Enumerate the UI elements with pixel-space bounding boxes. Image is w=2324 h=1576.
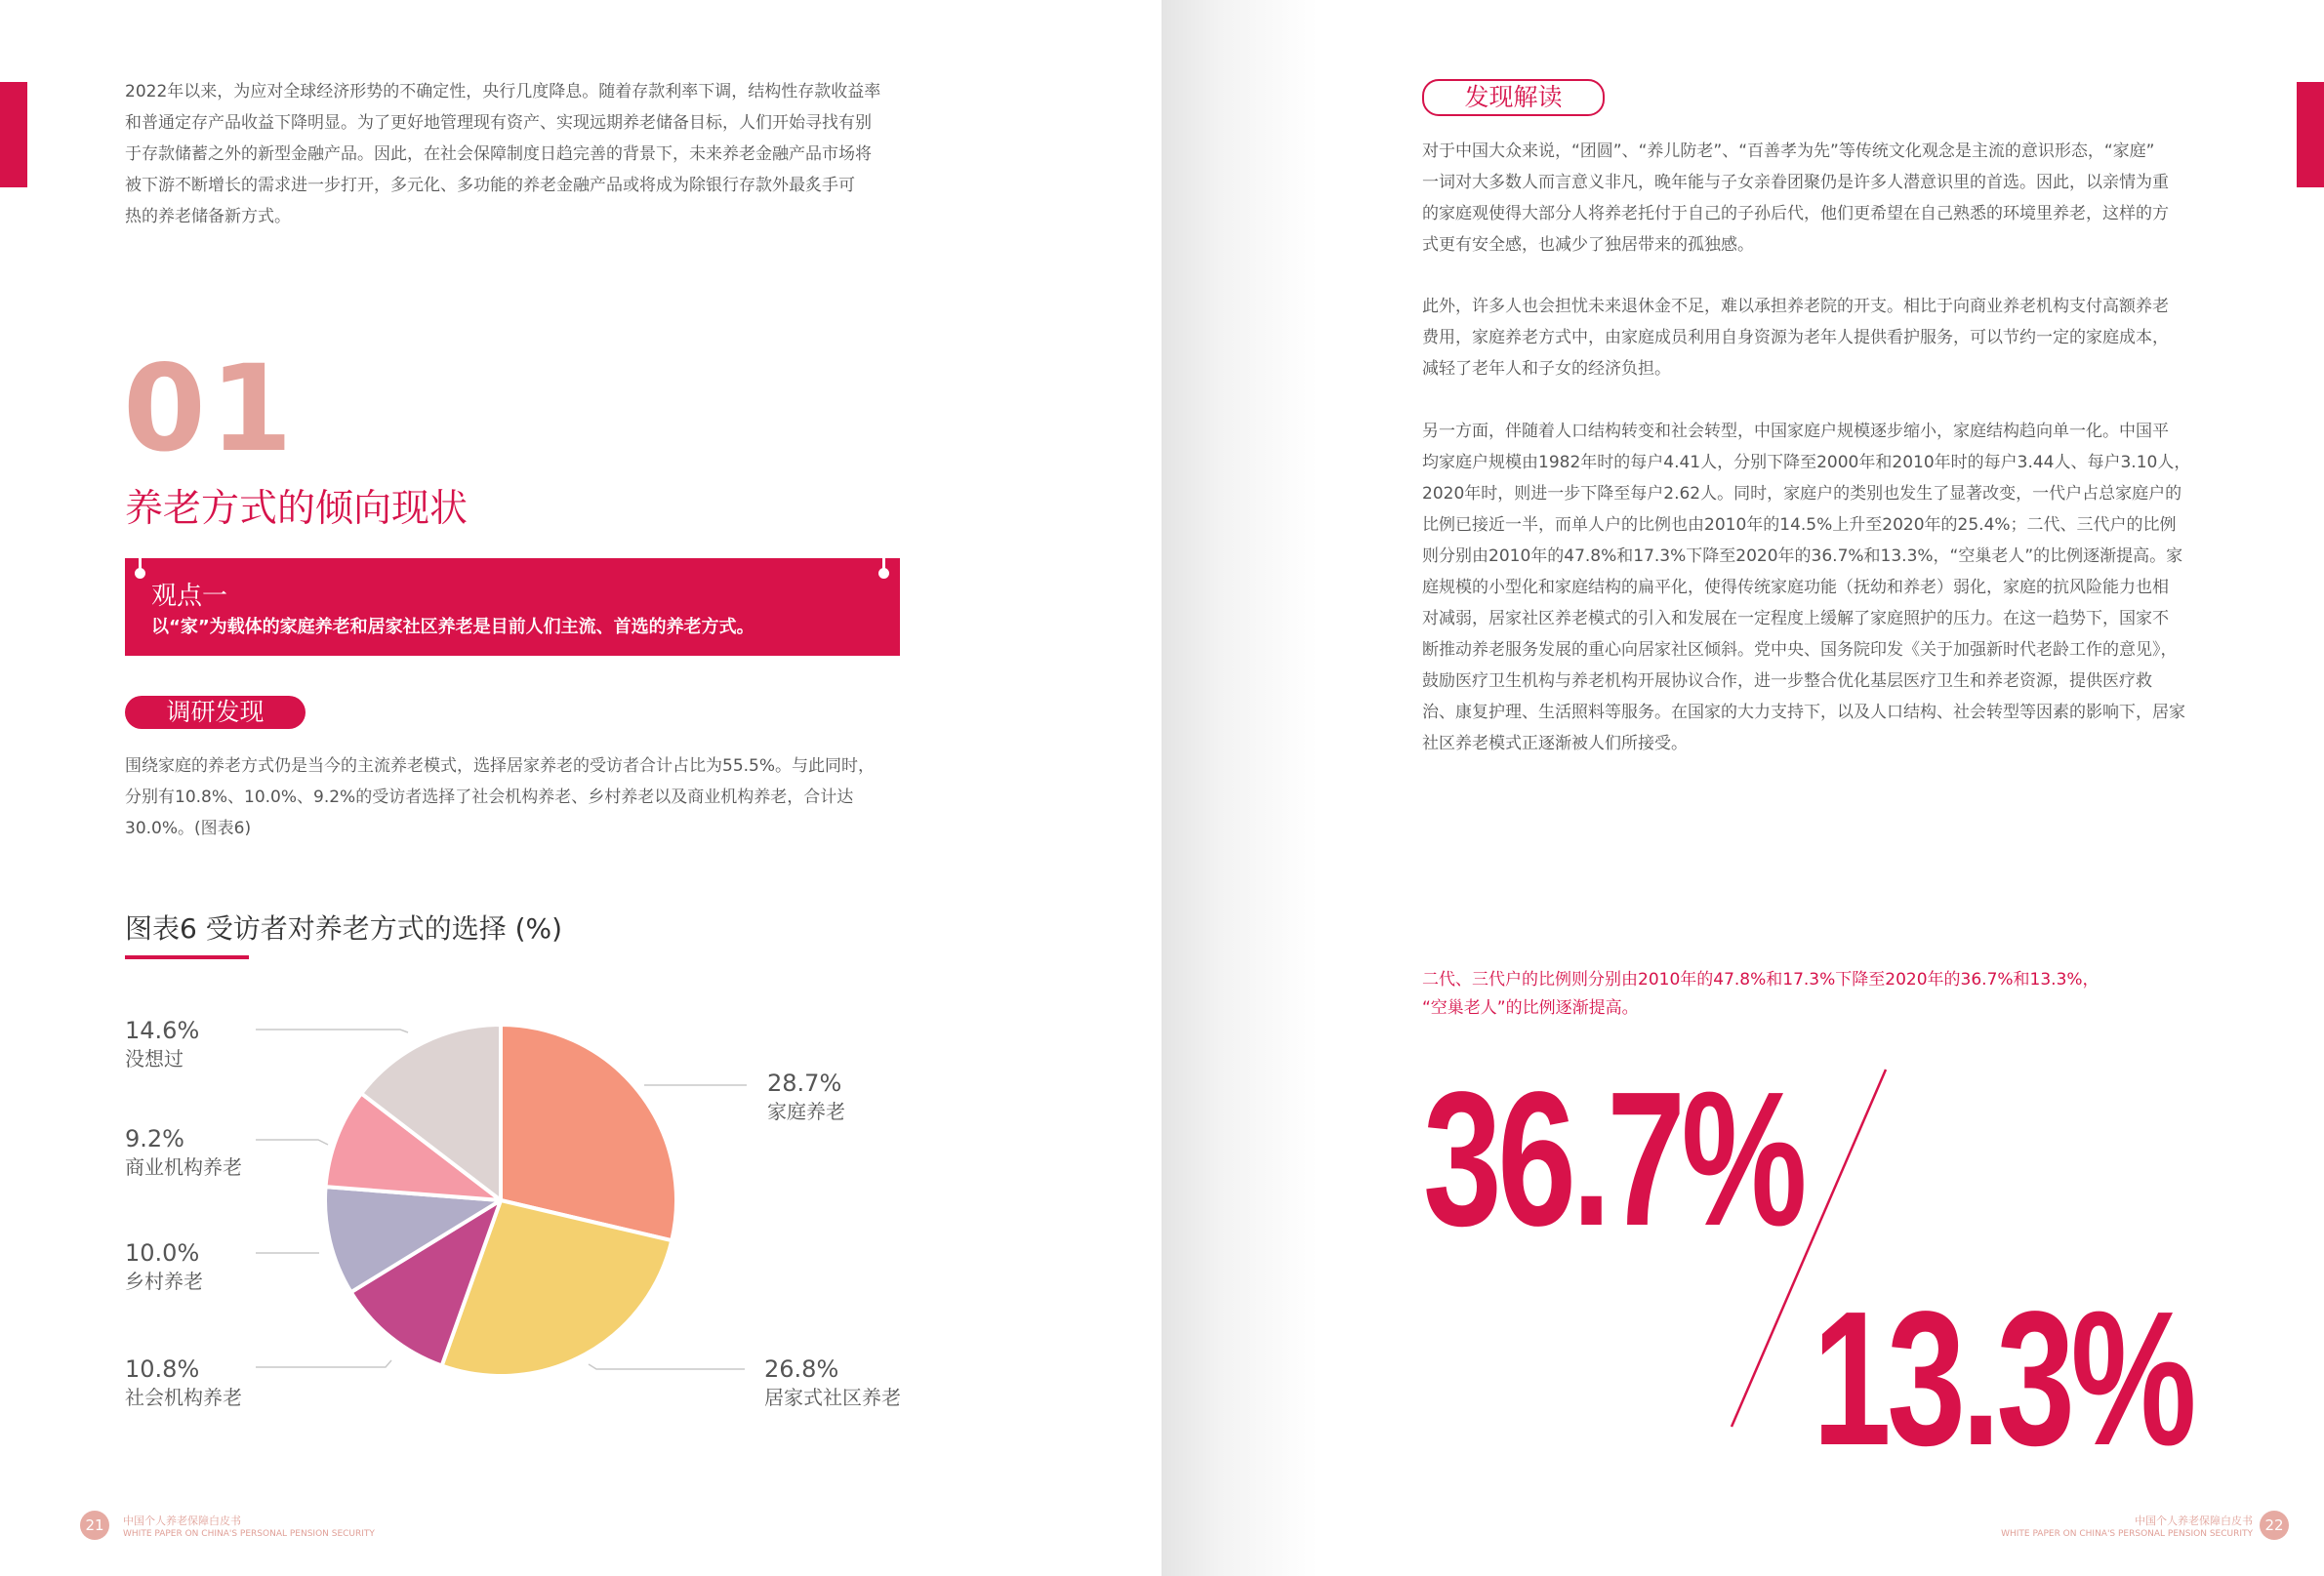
text-line: 比例已接近一半，而单人户的比例也由2010年的14.5%上升至2020年的25.4%；二代、三代户的比例: [1422, 515, 2177, 535]
text-line: 社区养老模式正逐渐被人们所接受。: [1422, 734, 1688, 753]
stat-caption: [1422, 966, 2100, 1023]
text-line: 2020年时，则进一步下降至每户2.62人。同时，家庭户的类别也发生了显著改变，一代户占总家庭户的: [1422, 484, 2182, 504]
findings-label: 调研发现: [125, 696, 306, 729]
page-edge-tab: [0, 82, 27, 187]
slice-name: 没想过: [125, 1047, 183, 1071]
text-line: 式更有安全感，也减少了独居带来的孤独感。: [1422, 235, 1754, 255]
page-edge-tab: [2297, 82, 2324, 187]
slice-value: 10.8%: [125, 1355, 200, 1383]
text-line: 费用，家庭养老方式中，由家庭成员利用自身资源为老年人提供看护服务，可以节约一定的家庭成本，: [1422, 328, 2169, 347]
pin-icon: [882, 554, 885, 572]
text-line: 被下游不断增长的需求进一步打开，多元化、多功能的养老金融产品或将成为除银行存款外最炙手可: [125, 176, 855, 195]
footer-title-cn: 中国个人养老保障白皮书: [2135, 1515, 2253, 1527]
page-number: 22: [2260, 1511, 2289, 1540]
text-line: 一词对大多数人而言意义非凡，晚年能与子女亲眷团聚仍是许多人潜意识里的首选。因此，以亲情为重: [1422, 173, 2169, 192]
slice-value: 9.2%: [125, 1125, 184, 1152]
interpret-paragraph-2: [1422, 291, 2169, 384]
slice-name: 商业机构养老: [125, 1155, 242, 1179]
findings-paragraph: [125, 750, 875, 844]
stat-36-7: 36.7%: [1423, 1052, 1804, 1266]
pie-label-never-thought: [125, 1016, 199, 1072]
pie-label-family: [767, 1069, 845, 1125]
slice-value: 10.0%: [125, 1239, 200, 1267]
leader-line: [256, 1030, 408, 1032]
chart-title-underline: [125, 955, 249, 959]
right-page: [1162, 0, 2324, 1576]
text-line: 断推动养老服务发展的重心向居家社区倾斜。党中央、国务院印发《关于加强新时代老龄工作的意见》，: [1422, 640, 2178, 660]
text-line: 此外，许多人也会担忧未来退休金不足，难以承担养老院的开支。相比于向商业养老机构支付高额养老: [1422, 297, 2169, 316]
text-line: 分别有10.8%、10.0%、9.2%的受访者选择了社会机构养老、乡村养老以及商业机构养老，合计达: [125, 788, 854, 807]
text-line: 于存款储蓄之外的新型金融产品。因此，在社会保障制度日趋完善的背景下，未来养老金融产品市场将: [125, 144, 872, 164]
text-line: 均家庭户规模由1982年时的每户4.41人，分别下降至2000年和2010年时的每户3.44人、每户3.10人，: [1422, 453, 2191, 472]
leader-line: [589, 1364, 745, 1369]
interpret-paragraph-3: [1422, 416, 2190, 759]
text-line: 热的养老储备新方式。: [125, 207, 291, 226]
stat-13-3: 13.3%: [1813, 1272, 2193, 1485]
text-line: 30.0%。(图表6): [125, 819, 252, 838]
leader-line: [256, 1360, 391, 1367]
slice-name: 家庭养老: [767, 1100, 845, 1123]
pin-icon: [139, 554, 142, 572]
slice-value: 28.7%: [767, 1070, 842, 1097]
page-number: 21: [80, 1511, 109, 1540]
text-line: 则分别由2010年的47.8%和17.3%下降至2020年的36.7%和13.3%，“空巢老人”的比例逐渐提高。家: [1422, 546, 2183, 566]
pie-label-community: [764, 1354, 901, 1411]
text-line: 2022年以来，为应对全球经济形势的不确定性，央行几度降息。随着存款利率下调，结构性存款收益率: [125, 82, 881, 101]
viewpoint-text: 以“家”为载体的家庭养老和居家社区养老是目前人们主流、首选的养老方式。: [151, 617, 754, 637]
pie-label-commercial: [125, 1124, 242, 1181]
slice-value: 14.6%: [125, 1017, 200, 1044]
interpret-paragraph-1: [1422, 136, 2169, 261]
slice-name: 居家式社区养老: [764, 1386, 901, 1409]
chart-title: 图表6 受访者对养老方式的选择 (%): [125, 912, 563, 945]
section-number: 01: [123, 340, 297, 478]
footer-title-en: WHITE PAPER ON CHINA'S PERSONAL PENSION SECURITY: [2001, 1529, 2253, 1539]
pie-label-social-institution: [125, 1354, 242, 1411]
footer-title-cn: 中国个人养老保障白皮书: [123, 1515, 241, 1527]
text-line: 庭规模的小型化和家庭结构的扁平化，使得传统家庭功能（抚幼和养老）弱化，家庭的抗风险能力也相: [1422, 578, 2169, 597]
interpret-label: 发现解读: [1422, 79, 1605, 116]
text-line: “空巢老人”的比例逐渐提高。: [1422, 998, 1639, 1018]
slice-name: 社会机构养老: [125, 1386, 242, 1409]
text-line: 对减弱，居家社区养老模式的引入和发展在一定程度上缓解了家庭照护的压力。在这一趋势下，国家不: [1422, 609, 2169, 628]
pie-label-rural: [125, 1238, 203, 1295]
text-line: 二代、三代户的比例则分别由2010年的47.8%和17.3%下降至2020年的36.7%和13.3%，: [1422, 970, 2100, 990]
text-line: 减轻了老年人和子女的经济负担。: [1422, 359, 1671, 379]
text-line: 和普通定存产品收益下降明显。为了更好地管理现有资产、实现远期养老储备目标，人们开始寻找有别: [125, 113, 872, 133]
viewpoint-box: [125, 558, 900, 656]
section-title: 养老方式的倾向现状: [125, 487, 469, 531]
viewpoint-title: 观点一: [151, 582, 228, 611]
text-line: 鼓励医疗卫生机构与养老机构开展协议合作，进一步整合优化基层医疗卫生和养老资源，提供医疗救: [1422, 671, 2152, 691]
text-line: 的家庭观使得大部分人将养老托付于自己的子孙后代，他们更希望在自己熟悉的环境里养老，这样的方: [1422, 204, 2169, 223]
text-line: 对于中国大众来说，“团圆”、“养儿防老”、“百善孝为先”等传统文化观念是主流的意识形态，“家庭”: [1422, 141, 2155, 161]
text-line: 围绕家庭的养老方式仍是当今的主流养老模式，选择居家养老的受访者合计占比为55.5%。与此同时，: [125, 756, 876, 776]
text-line: 另一方面，伴随着人口结构转变和社会转型，中国家庭户规模逐步缩小，家庭结构趋向单一化。中国平: [1422, 422, 2169, 441]
intro-paragraph: [125, 76, 880, 232]
slice-name: 乡村养老: [125, 1270, 203, 1293]
footer-title-en: WHITE PAPER ON CHINA'S PERSONAL PENSION SECURITY: [123, 1529, 375, 1539]
slice-value: 26.8%: [764, 1355, 839, 1383]
leader-line: [256, 1140, 328, 1145]
text-line: 治、康复护理、生活照料等服务。在国家的大力支持下，以及人口结构、社会转型等因素的影响下，居家: [1422, 703, 2185, 722]
